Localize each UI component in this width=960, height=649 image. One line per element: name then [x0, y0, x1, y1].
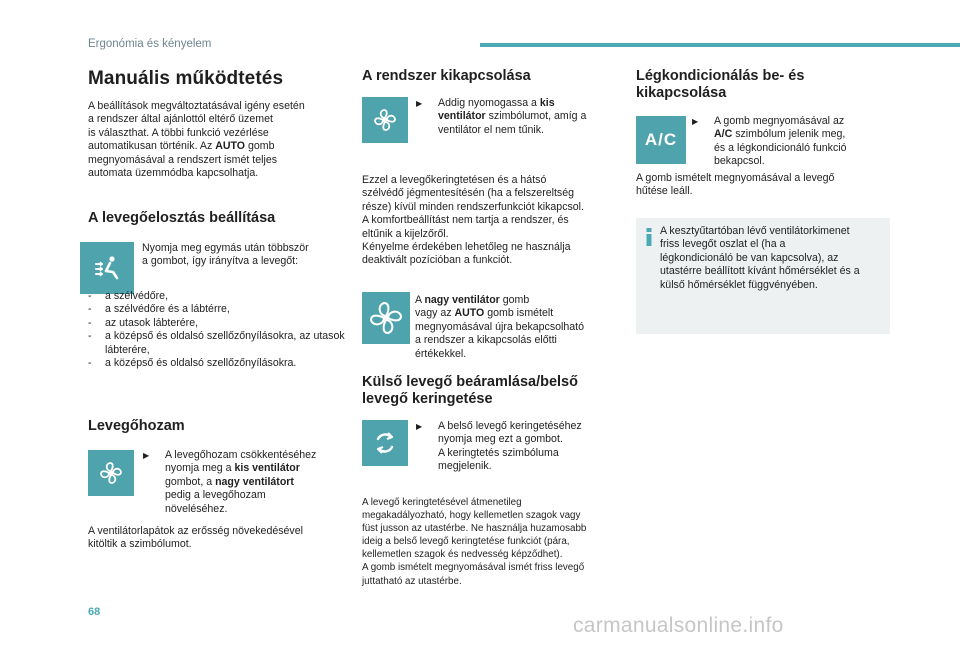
- text-line: gombot, a nagy ventilátort: [165, 475, 294, 488]
- text-line: A beállítások megváltoztatásával igény esetén: [88, 100, 305, 112]
- ac-bullet: [692, 115, 892, 175]
- list-item: - a szélvédőre és a lábtérre,: [88, 303, 346, 316]
- info-text: A kesztyűtartóban lévő ventilátorkimenet friss levegőt oszlat el (ha a légkondicionáló be van kapcsolva), az utastérre beállított kívánt hőmérséklet és a külső hőmérséklet függvényében.: [660, 225, 860, 291]
- text-line: szélvédő jégmentesítésén (ha a felszereltség: [362, 187, 574, 200]
- text-line: bekapcsol.: [714, 155, 765, 168]
- recirculation-bullet: ▶︎ A belső levegő keringetéséhez nyomja meg ezt a gombot. A keringtetés szimbóluma megjelenik.: [416, 420, 582, 473]
- list-item: - a középső és oldalsó szellőzőnyílásokra, az utasok lábterére,: [88, 330, 346, 357]
- text-line: A nagy ventilátor gomb: [415, 294, 530, 306]
- section-header: Ergonómia és kényelem: [88, 38, 212, 50]
- arrow-bullet-icon: ▶︎: [692, 117, 699, 126]
- text-line: eltűnik a kijelzőről.: [362, 227, 449, 240]
- arrow-bullet-icon: ▶︎: [416, 99, 423, 108]
- fan-small-button-icon: [362, 97, 408, 143]
- text-line: megnyomásával újra bekapcsolható: [415, 320, 585, 333]
- text-line: értékekkel.: [415, 347, 467, 360]
- system-off-description: [362, 174, 632, 268]
- distribution-title: A levegőelosztás beállítása: [88, 210, 276, 226]
- airflow-title: Levegőhozam: [88, 418, 185, 434]
- restart-description: [415, 294, 630, 361]
- text-line: A levegőhozam csökkentéséhez: [165, 449, 317, 461]
- distribution-instruction: Nyomja meg egymás után többször a gombot, így irányítva a levegőt:: [142, 242, 309, 268]
- fan-small-icon: [372, 107, 398, 133]
- manual-operation-title: Manuális működtetés: [88, 68, 284, 89]
- text-line: vagy az AUTO gomb ismételt: [415, 307, 554, 320]
- fan-small-button-icon: [88, 450, 134, 496]
- text-line: Addig nyomogassa a kis: [438, 97, 555, 109]
- page-number: 68: [88, 606, 101, 618]
- recirculation-title: Külső levegő beáramlása/belső levegő keringetése: [362, 374, 578, 407]
- distribution-list: [88, 290, 346, 370]
- text-line: pedig a levegőhozam: [165, 489, 266, 502]
- arrow-bullet-icon: ▶︎: [416, 422, 423, 431]
- text-line: A komfortbeállítást nem tartja a rendszer, és: [362, 214, 569, 227]
- text-line: A gomb megnyomásával az: [714, 115, 845, 127]
- text-line: automatikusan történik. Az AUTO gomb: [88, 140, 275, 153]
- header-accent-bar: [480, 43, 960, 47]
- text-line: Ezzel a levegőkeringtetésen és a hátsó: [362, 174, 547, 186]
- text-line: deaktivált pozícióban a funkciót.: [362, 254, 513, 267]
- recirculation-icon: [371, 429, 399, 457]
- text-line: automata üzemmódba kapcsolhatja.: [88, 167, 259, 180]
- list-item: - a szélvédőre,: [88, 290, 346, 303]
- text-line: a rendszer a kikapcsolás előtti: [415, 334, 557, 347]
- text-line: növeléséhez.: [165, 502, 228, 515]
- ac-off-description: A gomb ismételt megnyomásával a levegő hűtése leáll.: [636, 172, 835, 198]
- ac-title: Légkondicionálás be- és kikapcsolása: [636, 68, 805, 101]
- recirculation-button-icon: [362, 420, 408, 466]
- text-line: Kényelme érdekében lehetőleg ne használja: [362, 241, 571, 254]
- airflow-bullet: [143, 449, 353, 519]
- recirculation-note: A levegő keringtetésével átmenetileg megakadályozható, hogy kellemetlen szagok vagy füst jusson az utastérbe. Ne használja huzamosabb ideig a belső levegő keringtetése funkciót (pára, kellemetlen szagok és nedvesség képződhet). A gomb ismételt megnyomásával ismét friss levegő juttatható az utastérbe.: [362, 497, 587, 587]
- info-icon: [646, 228, 652, 246]
- list-item: - az utasok lábterére,: [88, 317, 346, 330]
- text-line: és a légkondicionáló funkció: [714, 141, 847, 154]
- text-line: a rendszer által ajánlottól eltérő üzemet: [88, 113, 273, 126]
- fan-small-icon: [98, 460, 124, 486]
- text-line: ventilátor el nem tűnik.: [438, 123, 544, 136]
- text-line: is választhat. A többi funkció vezérlése: [88, 126, 269, 139]
- arrow-bullet-icon: ▶︎: [143, 451, 150, 460]
- text-line: megnyomásával a rendszert ismét teljes: [88, 153, 278, 166]
- text-line: A/C szimbólum jelenik meg,: [714, 128, 846, 141]
- air-distribution-icon: [92, 253, 122, 283]
- system-off-title: A rendszer kikapcsolása: [362, 68, 531, 84]
- ac-button-icon: [636, 116, 686, 164]
- system-off-bullet: [416, 97, 626, 142]
- list-item: - a középső és oldalsó szellőzőnyílásokra.: [88, 357, 346, 370]
- fan-large-button-icon: [362, 292, 410, 344]
- fan-large-icon: [369, 301, 403, 335]
- air-distribution-button-icon: [80, 242, 134, 294]
- text-line: része) kívül minden rendszerfunkciót kikapcsol.: [362, 200, 584, 213]
- watermark: carmanualsonline.info: [573, 614, 784, 637]
- ac-icon: A/C: [644, 130, 678, 149]
- manual-intro: [88, 100, 353, 180]
- airflow-footer: A ventilátorlapátok az erősség növekedésével kitöltik a szimbólumot.: [88, 525, 303, 551]
- text-line: ventilátor szimbólumot, amíg a: [438, 110, 587, 123]
- text-line: nyomja meg a kis ventilátor: [165, 462, 300, 475]
